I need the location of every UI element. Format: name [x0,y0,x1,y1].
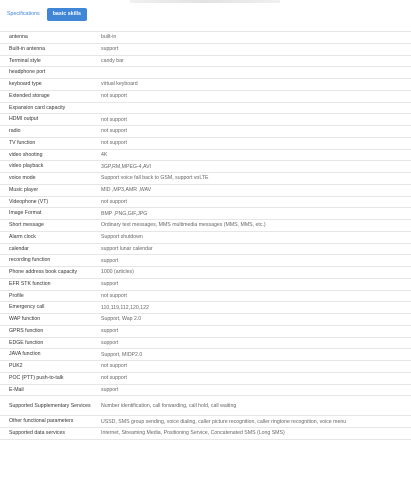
spec-label: calendar [9,245,29,252]
spec-label: E-Mail [9,386,24,393]
spec-table [0,31,411,440]
spec-row [0,138,411,150]
spec-label: Music player [9,186,39,193]
spec-value: not support [101,363,127,370]
spec-value: virtual keyboard [101,81,138,88]
spec-row [0,56,411,68]
tab-basic-skills[interactable]: basic skills [47,8,87,21]
spec-value: 3GP,RM,MPEG-4,AVI [101,163,151,170]
spec-value: Ordinary text messages, MMS multimedia messages (MMS, MMS, etc.) [101,222,266,229]
spec-value: Support shutdown [101,234,143,241]
spec-label: Short message [9,222,44,229]
spec-label: Expansion card capacity [9,104,66,111]
spec-label: Profile [9,292,24,299]
spec-row [0,373,411,385]
spec-row [0,314,411,326]
spec-label: TV function [9,139,36,146]
spec-row [0,44,411,56]
spec-label: Built-in antenna [9,45,46,52]
spec-value: MID ,MP3,AMR ,WAV [101,187,152,194]
spec-row [0,255,411,267]
spec-row [0,416,411,428]
spec-row [0,244,411,256]
spec-row [0,126,411,138]
spec-value: BMP ,PNG,GIF,JPG [101,210,148,217]
spec-label: Alarm clock [9,233,36,240]
spec-value: support [101,339,119,346]
spec-row [0,114,411,126]
spec-value: support [101,328,119,335]
spec-row [0,103,411,115]
spec-value: not support [101,116,127,123]
spec-value: not support [101,128,127,135]
spec-label: Videophone (VT) [9,198,49,205]
spec-row [0,428,411,440]
spec-row [0,232,411,244]
spec-row [0,208,411,220]
spec-value: Internet, Streaming Media, Positioning Service, Concatenated SMS (Long SMS) [101,430,285,437]
spec-value: Number identification, call forwarding, call hold, call waiting [101,402,237,409]
spec-label: PUK2 [9,363,23,370]
spec-row [0,67,411,79]
spec-value: Support voice fall back to GSM, support voLTE [101,175,209,182]
spec-row [0,349,411,361]
spec-row [0,79,411,91]
spec-label: keyboard type [9,81,42,88]
spec-row [0,326,411,338]
spec-value: not support [101,140,127,147]
spec-label: Other functional parameters [9,418,74,425]
spec-label: Terminal style [9,57,41,64]
spec-row [0,291,411,303]
spec-value: support [101,46,119,53]
spec-value: support [101,257,119,264]
spec-label: Supported data services [9,430,65,437]
spec-label: Emergency call [9,304,45,311]
spec-row [0,185,411,197]
spec-label: WAP function [9,316,41,323]
spec-value: not support [101,292,127,299]
spec-value: not support [101,198,127,205]
spec-label: voice mode [9,175,36,182]
spec-value: support lunar calendar [101,245,153,252]
spec-label: headphone port [9,69,46,76]
spec-row [0,150,411,162]
spec-row [0,91,411,103]
spec-label: radio [9,128,21,135]
spec-value: Support, MIDP2.0 [101,351,143,358]
spec-label: antenna [9,34,28,41]
spec-row [0,161,411,173]
spec-value: 110,119,112,120,122 [101,304,149,311]
spec-label: Supported Supplementary Services [9,402,91,409]
spec-value: 4K [101,151,108,158]
spec-value: support [101,281,119,288]
spec-label: Extended storage [9,92,50,99]
spec-label: POC (PTT) push-to-talk [9,374,64,381]
top-cropped-header [130,0,280,3]
spec-label: GPRS function [9,327,44,334]
spec-row [0,396,411,416]
spec-row [0,220,411,232]
spec-label: JAVA function [9,351,41,358]
spec-label: Phone address book capacity [9,269,78,276]
spec-row [0,267,411,279]
spec-label: Image Format [9,210,42,217]
spec-row [0,302,411,314]
spec-value: candy bar [101,57,124,64]
spec-value: Support, Wap 2.0 [101,316,142,323]
spec-label: recording function [9,257,51,264]
spec-value: not support [101,93,127,100]
spec-row [0,279,411,291]
spec-value: built-in [101,34,117,41]
spec-value: USSD, SMS group sending, voice dialing, caller picture recognition, caller ringtone recognition, voice menu [101,418,347,425]
spec-row [0,32,411,44]
spec-label: video playback [9,163,44,170]
spec-row [0,338,411,350]
spec-row [0,361,411,373]
spec-label: HDMI output [9,116,39,123]
spec-row [0,197,411,209]
spec-row [0,385,411,397]
tab-specifications[interactable]: Specifications [7,11,40,17]
tab-bar [4,7,87,22]
spec-label: EDGE function [9,339,44,346]
spec-value: 1000 (articles) [101,269,134,276]
spec-row [0,173,411,185]
spec-value: not support [101,375,127,382]
spec-label: video shooting [9,151,43,158]
spec-value: support [101,386,119,393]
spec-label: EFR STK function [9,280,51,287]
